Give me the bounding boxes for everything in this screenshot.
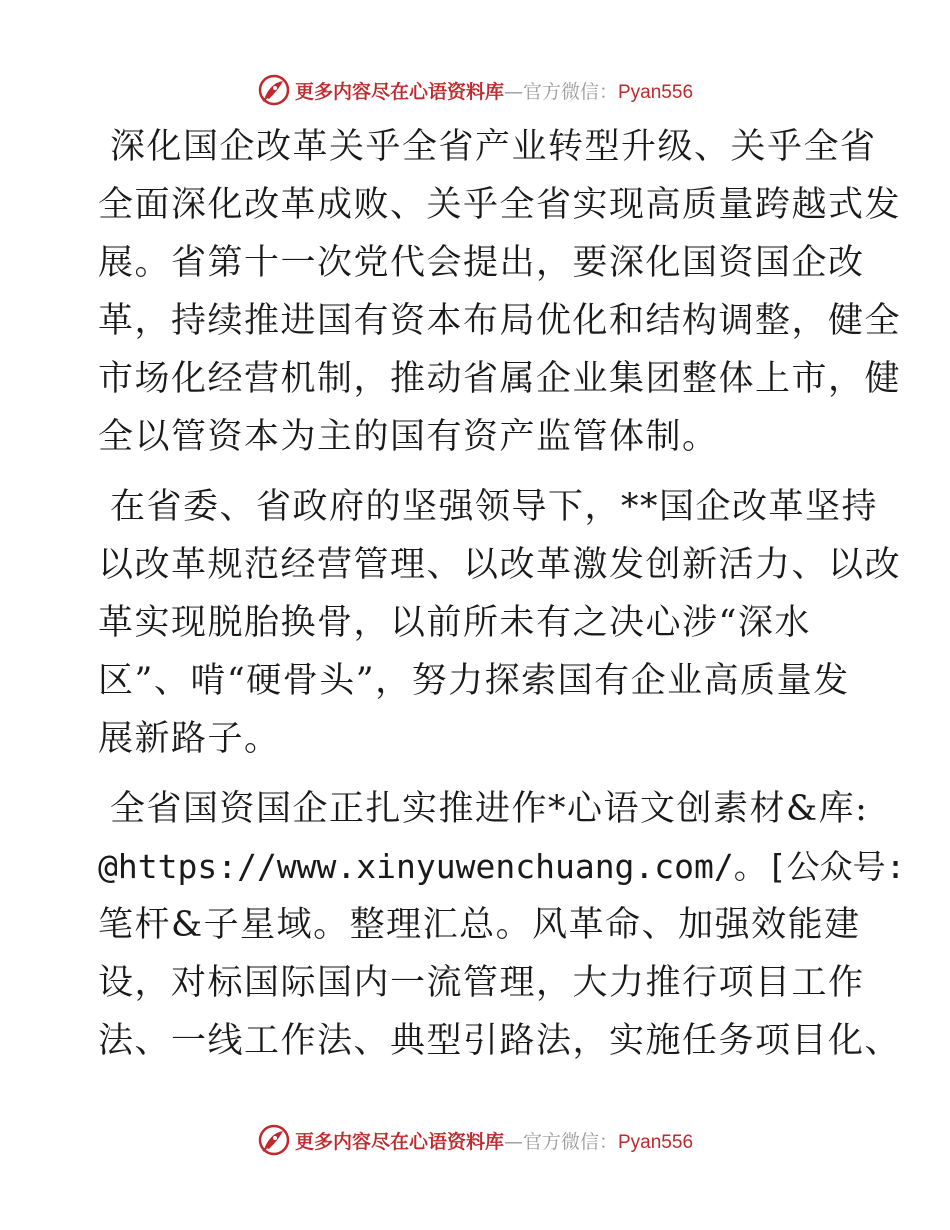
paragraph-line: 全面深化改革成败、关乎全省实现高质量跨越式发 [98, 185, 902, 225]
paragraph-line-url: @https://www.xinyuwenchuang.com/。[公众号: [98, 847, 906, 886]
footer-banner-wechat-label: 官方微信： [522, 1130, 618, 1153]
footer-banner-inner [257, 1123, 693, 1157]
paragraph-line: 在省委、省政府的坚强领导下，**国企改革坚持 [110, 487, 879, 527]
paragraph-line: 以改革规范经营管理、以改革激发创新活力、以改 [98, 545, 902, 585]
paragraph-2 [98, 478, 902, 768]
paragraph-line: 全省国资国企正扎实推进作*心语文创素材&库: [110, 789, 869, 829]
paragraph-line: 展新路子。 [98, 719, 281, 759]
header-banner-wechat-id: Pyan556 [618, 81, 694, 103]
paragraph-line: 法、一线工作法、典型引路法，实施任务项目化、 [98, 1021, 902, 1061]
footer-banner-dash: — [503, 1130, 523, 1153]
document-body [98, 118, 906, 1082]
footer-banner-site-name: 更多内容尽在心语资料库 [294, 1130, 504, 1153]
paragraph-1 [98, 118, 902, 466]
paragraph-line: 全以管资本为主的国有资产监管体制。 [98, 417, 719, 457]
footer-banner-text [295, 1127, 693, 1154]
header-banner-wechat-label: 官方微信： [522, 80, 618, 103]
paragraph-line: 革，持续推进国有资本布局优化和结构调整，健全 [98, 301, 902, 341]
paragraph-3 [98, 780, 906, 1070]
paragraph-line: 市场化经营机制，推动省属企业集团整体上市，健 [98, 359, 902, 399]
header-banner-dash: — [503, 80, 523, 103]
header-watermark-banner [0, 70, 950, 110]
paragraph-line: 区”、啃“硬骨头”，努力探索国有企业高质量发 [98, 661, 850, 701]
footer-banner-wechat-id: Pyan556 [618, 1131, 694, 1153]
header-banner-site-name: 更多内容尽在心语资料库 [294, 80, 504, 103]
pen-nib-logo-icon [257, 1123, 291, 1157]
paragraph-line: 展。省第十一次党代会提出，要深化国资国企改 [98, 243, 865, 283]
paragraph-line: 革实现脱胎换骨，以前所未有之决心涉“深水 [98, 603, 811, 643]
footer-watermark-banner [0, 1120, 950, 1160]
pen-nib-logo-icon [257, 73, 291, 107]
header-banner-inner [257, 73, 693, 107]
paragraph-line: 笔杆&子星域。整理汇总。风革命、加强效能建 [98, 905, 861, 945]
paragraph-line: 深化国企改革关乎全省产业转型升级、关乎全省 [110, 127, 877, 167]
header-banner-text [295, 77, 693, 104]
paragraph-line: 设，对标国际国内一流管理，大力推行项目工作 [98, 963, 865, 1003]
